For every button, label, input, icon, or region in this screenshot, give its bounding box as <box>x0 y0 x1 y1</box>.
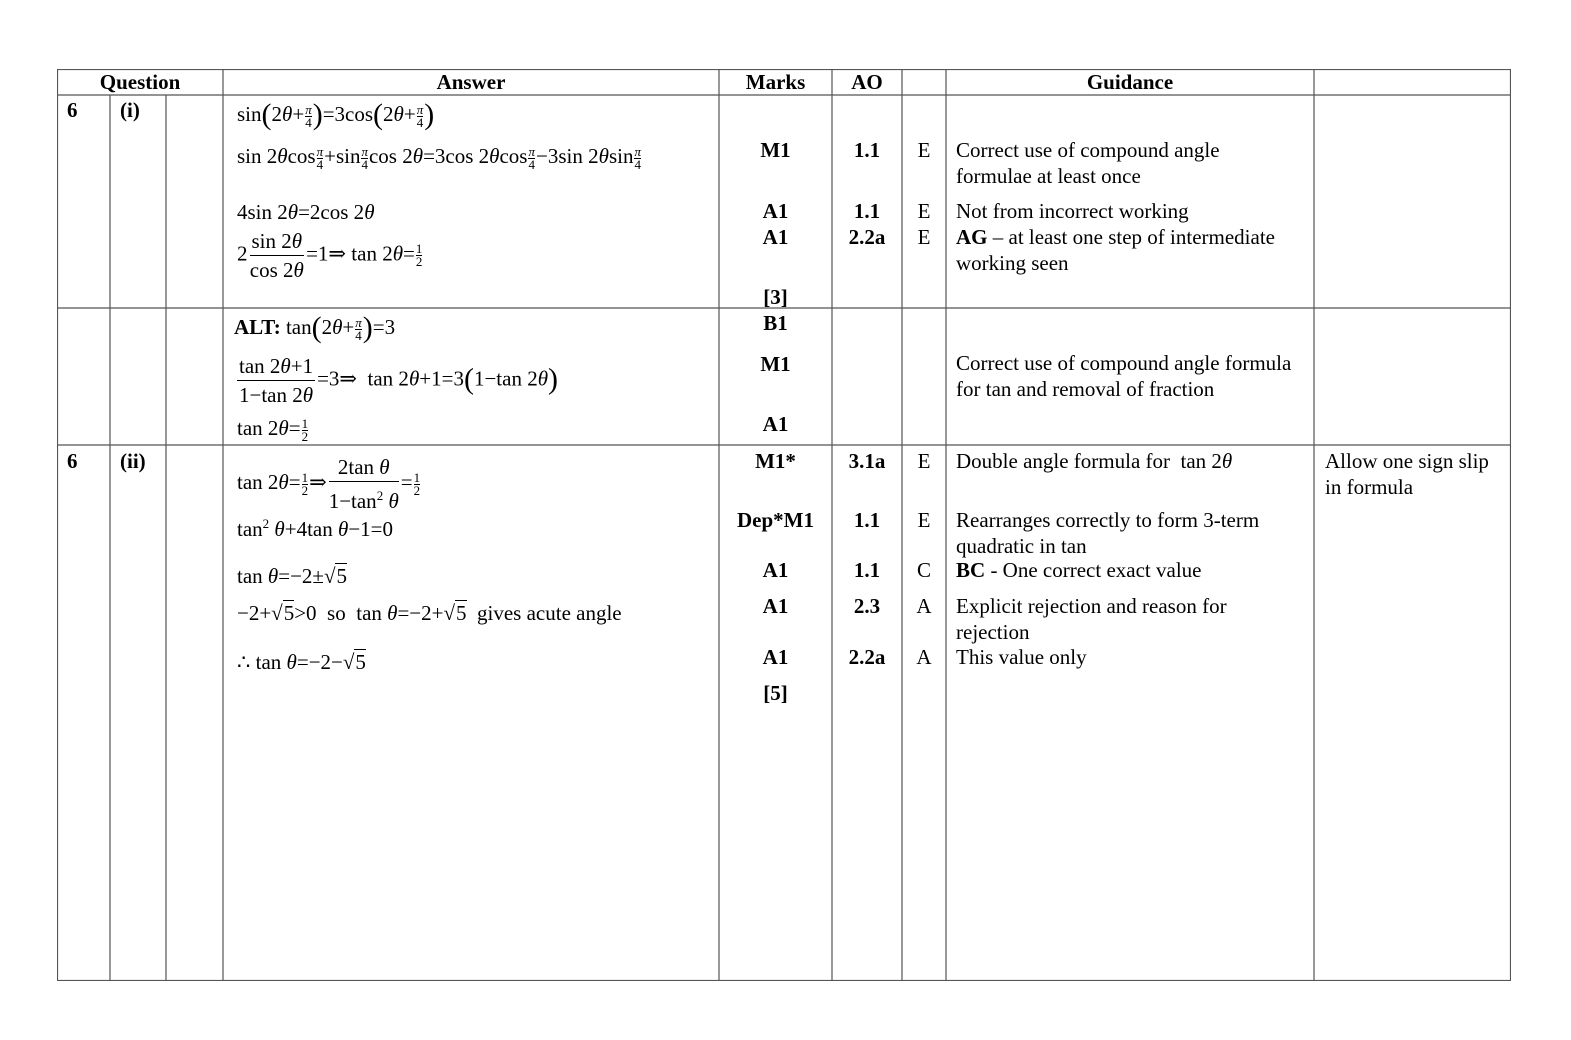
type-code: C <box>916 558 931 582</box>
question-number: 6 <box>67 449 78 473</box>
mark-total: [5] <box>763 681 788 705</box>
mark-code: B1 <box>763 311 788 335</box>
question-part: (i) <box>120 98 140 122</box>
answer-equation: 2 $\frac{\sin 2\theta}{\cos 2\theta}$ =1⇒ tan 2θ= $\frac{1}{2}$ <box>237 229 423 282</box>
type-code: A <box>916 594 932 618</box>
mark-code: Dep*M1 <box>737 508 814 532</box>
guidance-bold: BC <box>956 558 986 582</box>
ao-code: 1.1 <box>853 558 881 582</box>
mark-code: M1 <box>760 352 791 376</box>
question-number: 6 <box>67 98 78 122</box>
mark-code: A1 <box>762 558 789 582</box>
answer-equation: tan θ=−2±√5 <box>237 564 347 588</box>
answer-words: gives acute angle <box>477 601 622 625</box>
extra-note: Allow one sign slip in formula <box>1325 449 1489 499</box>
guidance-words: Double angle formula for <box>956 449 1171 473</box>
mark-code: A1 <box>762 225 789 249</box>
answer-equation: $\frac{\tan 2\theta+1}{1-\tan 2\theta}$ =3⇒ tan 2θ+1=3(1−tan 2θ) <box>239 354 559 407</box>
header-marks: Marks <box>745 70 806 94</box>
guidance-text: Not from incorrect working <box>956 199 1189 223</box>
ao-code: 2.2a <box>848 645 886 669</box>
mark-code: A1 <box>762 412 789 436</box>
answer-equation: ∴ tan θ=−2−√5 <box>237 650 366 674</box>
type-code: E <box>917 508 931 532</box>
ao-code: 1.1 <box>853 138 881 162</box>
alt-label: ALT: <box>234 315 281 339</box>
header-question: Question <box>99 70 181 94</box>
mark-code: A1 <box>762 594 789 618</box>
header-answer: Answer <box>436 70 506 94</box>
ao-code: 1.1 <box>853 508 881 532</box>
ao-code: 1.1 <box>853 199 881 223</box>
type-code: A <box>916 645 932 669</box>
guidance-text: Correct use of compound angle formula for tan and removal of fraction <box>956 351 1292 401</box>
answer-equation: tan 2θ= $\frac{1}{2}$ <box>237 415 309 444</box>
answer-equation: 4sin 2θ=2cos 2θ <box>237 200 375 224</box>
type-code: E <box>917 199 931 223</box>
mark-total: [3] <box>763 285 788 309</box>
type-code: E <box>917 138 931 162</box>
guidance-bold: AG <box>956 225 988 249</box>
guidance-text: Double angle formula for tan 2θ <box>956 449 1233 473</box>
mark-code: M1 <box>760 138 791 162</box>
answer-equation: ALT: tan(2θ+ $\frac{\pi}{4}$ )=3 <box>234 311 396 344</box>
guidance-text: Correct use of compound angle formulae at least once <box>956 138 1220 188</box>
guidance-text: Rearranges correctly to form 3-term quadratic in tan <box>956 508 1260 558</box>
guidance-rest: - One correct exact value <box>985 558 1202 582</box>
type-code: E <box>917 449 931 473</box>
header-ao: AO <box>851 70 883 94</box>
mark-code: A1 <box>762 199 789 223</box>
ao-code: 2.2a <box>848 225 886 249</box>
guidance-rest: – at least one step of intermediate working seen <box>956 225 1275 275</box>
answer-equation: tan 2θ= $\frac{1}{2}$ ⇒ $\frac{\text{2tan θ}}{1-\tan^2 \theta}$ = $\frac{1}{2}$ <box>237 455 421 513</box>
mark-scheme-table <box>57 69 1511 981</box>
answer-equation: −2+√5>0 so tan θ=−2+√5 gives acute angle <box>237 601 622 625</box>
answer-equation: $\tan^2 \theta+4\tan$ θ−1=0 <box>237 516 393 541</box>
guidance-text: Explicit rejection and reason for rejection <box>956 594 1227 644</box>
answer-equation: sin(2θ+ $\frac{\pi}{4}$ )=3cos(2θ+ $\frac{\pi}{4}$ ) <box>237 98 435 131</box>
mark-code: A1 <box>762 645 789 669</box>
mark-code: M1* <box>755 449 796 473</box>
guidance-text: This value only <box>956 645 1087 669</box>
answer-equation: sin 2θcos $\frac{\pi}{4}$ +sin $\frac{\pi}{4}$ cos 2θ=3cos 2θcos $\frac{\pi}{4}$ −3sin 2θsin $\frac{\pi}{4}$ <box>237 143 641 172</box>
header-guidance: Guidance <box>1086 70 1174 94</box>
type-code: E <box>917 225 931 249</box>
question-part: (ii) <box>120 449 146 473</box>
ao-code: 2.3 <box>853 594 881 618</box>
guidance-text <box>956 224 1306 276</box>
ao-code: 3.1a <box>848 449 886 473</box>
guidance-text <box>956 557 1201 583</box>
